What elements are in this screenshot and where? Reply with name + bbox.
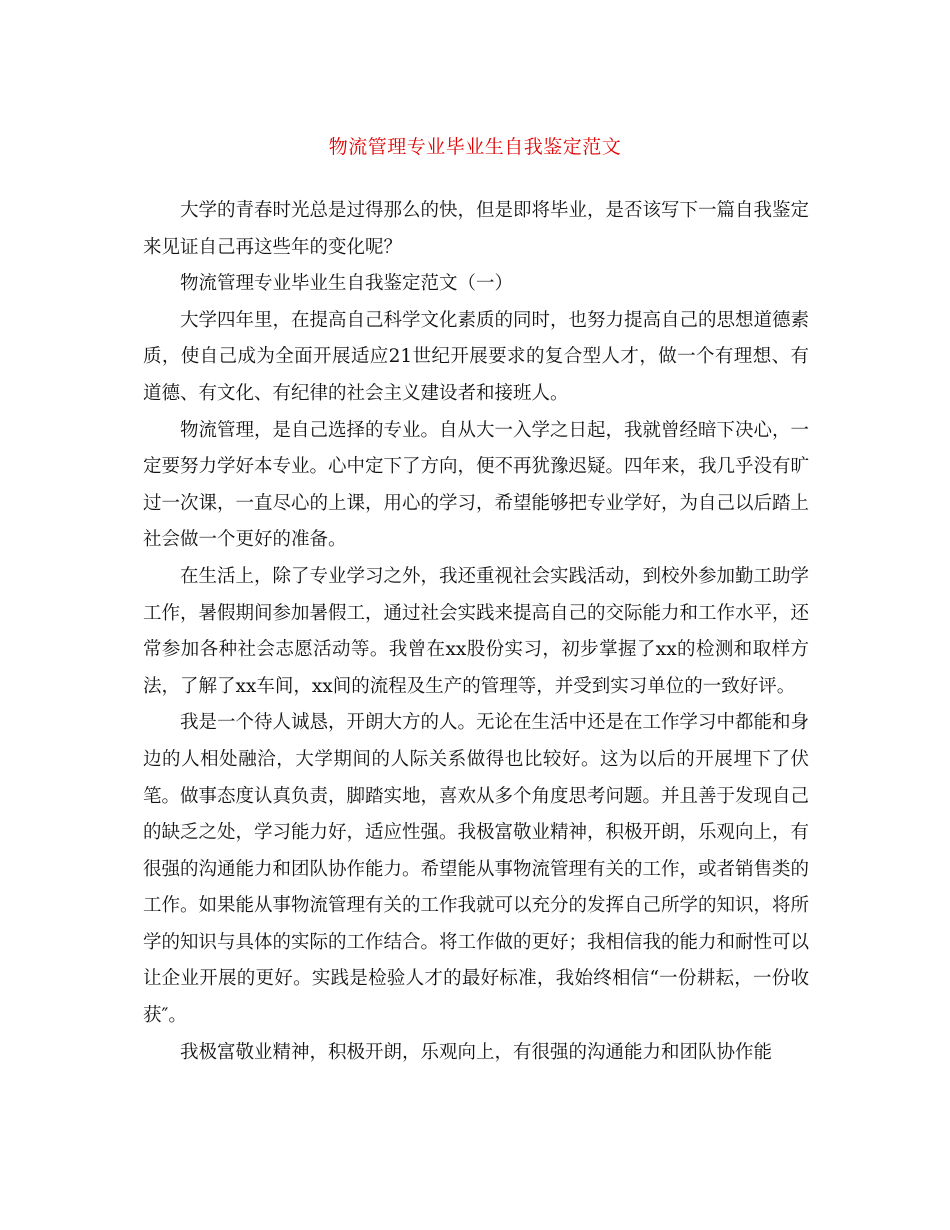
paragraph: 在生活上，除了专业学习之外，我还重视社会实践活动，到校外参加勤工助学工作，暑假期间参加暑假工，通过社会实践来提高自己的交际能力和工作水平，还常参加各种社会志愿活动等。我曾在xx股份实习，初步掌握了xx的检测和取样方法，了解了xx车间，xx间的流程及生产的管理等，并受到实习单位的一致好评。 [143,565,810,697]
document-title: 物流管理专业毕业生自我鉴定范文 [328,136,622,158]
paragraph-subtitle: 物流管理专业毕业生自我鉴定范文（一） [180,273,514,295]
paragraph: 大学四年里，在提高自己科学文化素质的同时，也努力提高自己的思想道德素质，使自己成为全面开展适应21世纪开展要求的复合型人才，做一个有理想、有道德、有文化、有纪律的社会主义建设者和接班人。 [143,309,810,404]
paragraph: 我极富敬业精神，积极开朗，乐观向上，有很强的沟通能力和团队协作能 [180,1041,773,1063]
paragraph-intro: 大学的青春时光总是过得那么的快，但是即将毕业，是否该写下一篇自我鉴定来见证自己再这些年的变化呢？ [143,200,810,258]
paragraph: 物流管理，是自己选择的专业。自从大一入学之日起，我就曾经暗下决心，一定要努力学好本专业。心中定下了方向，便不再犹豫迟疑。四年来，我几乎没有旷过一次课，一直尽心的上课，用心的学习，希望能够把专业学好，为自己以后踏上社会做一个更好的准备。 [143,419,810,551]
document-body [143,193,809,1071]
paragraph: 我是一个待人诚恳，开朗大方的人。无论在生活中还是在工作学习中都能和身边的人相处融洽，大学期间的人际关系做得也比较好。这为以后的开展埋下了伏笔。做事态度认真负责，脚踏实地，喜欢从多个角度思考问题。并且善于发现自己的缺乏之处，学习能力好，适应性强。我极富敬业精神，积极开朗，乐观向上，有很强的沟通能力和团队协作能力。希望能从事物流管理有关的工作，或者销售类的工作。如果能从事物流管理有关的工作我就可以充分的发挥自己所学的知识，将所学的知识与具体的实际的工作结合。将工作做的更好；我相信我的能力和耐性可以让企业开展的更好。实践是检验人才的最好标准，我始终相信“一份耕耘，一份收获″。 [143,712,810,1027]
